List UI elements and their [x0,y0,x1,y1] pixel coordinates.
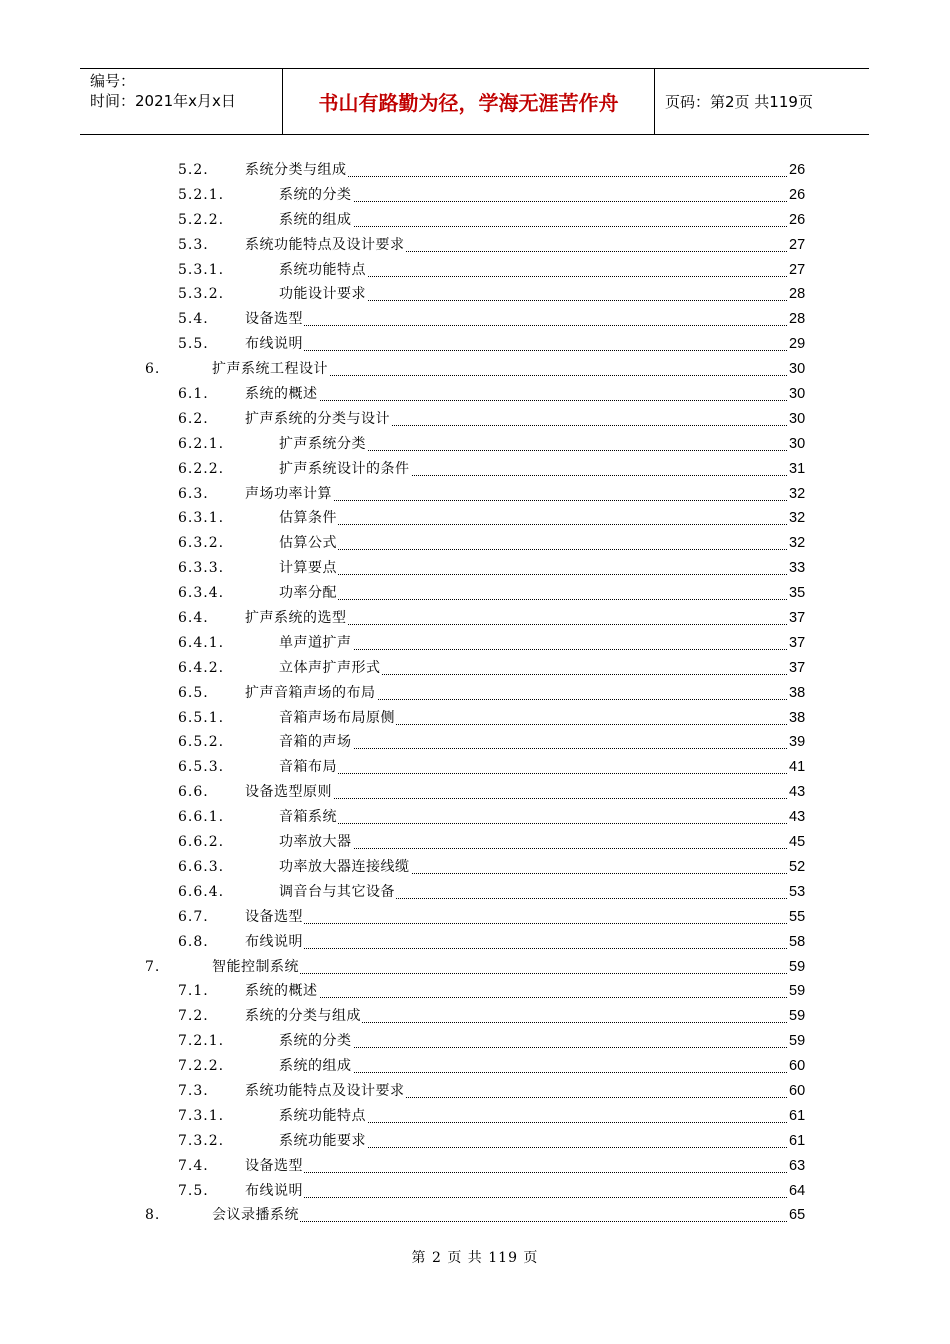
toc-entry-page: 61 [789,1129,807,1154]
toc-entry[interactable] [0,432,950,457]
toc-entry-page: 59 [789,1004,807,1029]
toc-entry-title: 计算要点 [279,556,338,581]
toc-entry-title: 系统的概述 [245,382,319,407]
toc-entry[interactable] [0,208,950,233]
document-code-label: 编号： [90,72,136,90]
toc-entry-title: 声场功率计算 [245,482,333,507]
toc-entry[interactable] [0,631,950,656]
toc-entry-title: 系统分类与组成 [245,158,348,183]
toc-entry-title: 系统功能特点 [279,1104,367,1129]
toc-leader-dots [245,322,787,326]
page-footer: 第 2 页 共 119 页 [411,1250,539,1266]
toc-leader-dots [245,945,787,949]
toc-leader-dots [279,745,787,749]
toc-entry[interactable] [0,979,950,1004]
toc-entry-title: 功率放大器 [279,830,353,855]
toc-entry-page: 59 [789,1029,807,1054]
toc-entry-page: 32 [789,506,807,531]
toc-entry-number: 6.3.2. [178,535,225,552]
toc-entry-title: 扩声系统分类 [279,432,367,457]
toc-entry-number: 7.3.1. [178,1107,225,1124]
toc-entry-number: 5.2.1. [178,186,225,203]
toc-entry[interactable] [0,1054,950,1079]
toc-entry-page: 32 [789,482,807,507]
toc-leader-dots [245,1194,787,1198]
toc-entry-title: 调音台与其它设备 [279,880,396,905]
toc-entry-page: 26 [789,183,807,208]
toc-entry-number: 7.1. [178,983,209,1000]
toc-entry[interactable] [0,656,950,681]
toc-leader-dots [279,1044,787,1048]
page-header [80,68,869,135]
toc-entry-page: 31 [789,457,807,482]
toc-entry-page: 55 [789,905,807,930]
toc-entry-number: 6.6.1. [178,809,225,826]
toc-entry[interactable] [0,1104,950,1129]
toc-entry-page: 30 [789,432,807,457]
toc-entry[interactable] [0,382,950,407]
toc-entry-page: 27 [789,258,807,283]
toc-entry-number: 6.3.4. [178,585,225,602]
toc-entry-number: 6. [145,361,161,378]
toc-entry[interactable] [0,158,950,183]
toc-entry[interactable] [0,332,950,357]
toc-entry[interactable] [0,1079,950,1104]
toc-entry[interactable] [0,780,950,805]
toc-entry-page: 61 [789,1104,807,1129]
toc-entry-number: 6.4. [178,610,209,627]
toc-entry-number: 6.7. [178,908,209,925]
toc-entry-title: 会议录播系统 [212,1203,300,1228]
toc-entry[interactable] [0,357,950,382]
toc-entry-number: 7.4. [178,1157,209,1174]
toc-entry-number: 6.5.1. [178,709,225,726]
toc-entry-title: 系统功能特点 [279,258,367,283]
toc-entry-number: 8. [145,1207,161,1224]
toc-entry-title: 功率放大器连接线缆 [279,855,411,880]
toc-entry[interactable] [0,457,950,482]
header-motto: 书山有路勤为径，学海无涯苦作舟 [283,69,655,134]
toc-entry-number: 6.6.4. [178,883,225,900]
toc-entry-page: 59 [789,955,807,980]
toc-entry-number: 6.6.2. [178,834,225,851]
toc-entry-page: 59 [789,979,807,1004]
toc-entry-page: 41 [789,755,807,780]
toc-leader-dots [245,920,787,924]
toc-leader-dots [279,521,787,525]
toc-entry-title: 单声道扩声 [279,631,353,656]
toc-entry[interactable] [0,855,950,880]
toc-entry-title: 扩声系统的分类与设计 [245,407,391,432]
toc-entry-number: 6.2.1. [178,435,225,452]
toc-entry-number: 7.5. [178,1182,209,1199]
toc-entry-title: 系统的分类 [279,1029,353,1054]
toc-entry-page: 26 [789,158,807,183]
toc-entry[interactable] [0,258,950,283]
toc-entry[interactable] [0,955,950,980]
toc-entry-page: 28 [789,307,807,332]
toc-entry-number: 6.5. [178,684,209,701]
toc-entry-title: 音箱的声场 [279,730,353,755]
toc-entry[interactable] [0,706,950,731]
toc-entry-title: 扩声系统的选型 [245,606,348,631]
toc-leader-dots [279,770,787,774]
toc-entry-number: 6.5.2. [178,734,225,751]
toc-entry-page: 64 [789,1179,807,1204]
table-of-contents [0,158,950,1228]
toc-entry-page: 43 [789,805,807,830]
toc-entry-number: 6.3.1. [178,510,225,527]
toc-entry-title: 系统的概述 [245,979,319,1004]
toc-entry-title: 智能控制系统 [212,955,300,980]
toc-entry-title: 系统功能特点及设计要求 [245,1079,406,1104]
toc-entry-page: 52 [789,855,807,880]
toc-entry-title: 系统功能特点及设计要求 [245,233,406,258]
toc-entry-number: 5.4. [178,311,209,328]
toc-leader-dots [279,1069,787,1073]
toc-entry-number: 5.3.2. [178,286,225,303]
toc-entry-page: 53 [789,880,807,905]
toc-entry-page: 39 [789,730,807,755]
toc-entry-page: 60 [789,1079,807,1104]
toc-entry[interactable] [0,606,950,631]
toc-entry[interactable] [0,805,950,830]
toc-entry[interactable] [0,1203,950,1228]
toc-entry-page: 45 [789,830,807,855]
toc-entry[interactable] [0,930,950,955]
toc-leader-dots [245,994,787,998]
toc-entry-page: 30 [789,357,807,382]
toc-entry-title: 扩声系统设计的条件 [279,457,411,482]
toc-entry-title: 系统功能要求 [279,1129,367,1154]
toc-entry[interactable] [0,681,950,706]
toc-leader-dots [245,1169,787,1173]
toc-entry-page: 33 [789,556,807,581]
toc-entry-title: 估算公式 [279,531,338,556]
toc-entry-page: 38 [789,706,807,731]
toc-entry-title: 布线说明 [245,1179,304,1204]
toc-entry-title: 扩声音箱声场的布局 [245,681,377,706]
toc-entry-page: 30 [789,407,807,432]
toc-entry-page: 38 [789,681,807,706]
toc-entry-number: 7. [145,958,161,975]
toc-entry-number: 5.5. [178,336,209,353]
toc-entry[interactable] [0,1129,950,1154]
toc-entry-page: 58 [789,930,807,955]
toc-leader-dots [279,646,787,650]
toc-entry-number: 6.2.2. [178,460,225,477]
toc-entry[interactable] [0,282,950,307]
toc-entry-page: 26 [789,208,807,233]
toc-entry[interactable] [0,581,950,606]
toc-entry-title: 估算条件 [279,506,338,531]
toc-leader-dots [245,397,787,401]
toc-entry-title: 扩声系统工程设计 [212,357,329,382]
toc-entry-number: 6.8. [178,933,209,950]
toc-entry-page: 28 [789,282,807,307]
toc-entry[interactable] [0,830,950,855]
toc-entry-page: 37 [789,656,807,681]
toc-entry[interactable] [0,183,950,208]
toc-entry-number: 6.2. [178,410,209,427]
toc-entry-number: 6.3. [178,485,209,502]
toc-entry-number: 6.5.3. [178,759,225,776]
toc-entry-title: 设备选型原则 [245,780,333,805]
toc-entry[interactable] [0,531,950,556]
toc-entry-title: 系统的组成 [279,208,353,233]
toc-entry-number: 6.6.3. [178,858,225,875]
toc-entry-number: 7.3. [178,1082,209,1099]
toc-entry[interactable] [0,1179,950,1204]
toc-leader-dots [279,223,787,227]
toc-entry-title: 立体声扩声形式 [279,656,382,681]
toc-entry[interactable] [0,407,950,432]
toc-entry[interactable] [0,1029,950,1054]
toc-entry-number: 6.3.3. [178,560,225,577]
toc-leader-dots [245,347,787,351]
toc-entry-number: 6.4.2. [178,659,225,676]
toc-entry[interactable] [0,880,950,905]
toc-entry-page: 37 [789,606,807,631]
toc-entry-title: 功率分配 [279,581,338,606]
toc-leader-dots [279,820,787,824]
toc-entry-title: 功能设计要求 [279,282,367,307]
toc-entry[interactable] [0,1004,950,1029]
toc-entry-page: 65 [789,1203,807,1228]
toc-entry[interactable] [0,556,950,581]
toc-entry-number: 7.2.2. [178,1058,225,1075]
toc-entry-page: 32 [789,531,807,556]
toc-leader-dots [279,571,787,575]
toc-entry-page: 37 [789,631,807,656]
toc-entry-title: 音箱声场布局原侧 [279,706,396,731]
toc-entry-page: 60 [789,1054,807,1079]
toc-entry-title: 布线说明 [245,930,304,955]
header-page-info: 页码：第2页 共119页 [665,93,813,111]
toc-entry[interactable] [0,506,950,531]
toc-entry-number: 5.2. [178,162,209,178]
toc-entry-number: 5.2.2. [178,211,225,228]
toc-entry-title: 音箱布局 [279,755,338,780]
header-meta [80,69,283,134]
toc-entry-title: 系统的分类 [279,183,353,208]
toc-entry-title: 设备选型 [245,905,304,930]
toc-entry-number: 6.4.1. [178,634,225,651]
toc-leader-dots [279,596,787,600]
toc-entry-page: 63 [789,1154,807,1179]
toc-entry[interactable] [0,233,950,258]
toc-entry-page: 27 [789,233,807,258]
toc-entry-page: 29 [789,332,807,357]
document-time-label: 时间：2021年x月x日 [90,92,236,110]
toc-entry[interactable] [0,755,950,780]
toc-leader-dots [279,845,787,849]
toc-entry-number: 7.2. [178,1008,209,1025]
toc-entry-page: 30 [789,382,807,407]
toc-entry-number: 7.3.2. [178,1132,225,1149]
toc-entry-title: 设备选型 [245,307,304,332]
toc-entry-number: 5.3. [178,236,209,253]
toc-entry-number: 5.3.1. [178,261,225,278]
toc-entry-title: 系统的分类与组成 [245,1004,362,1029]
toc-entry-page: 35 [789,581,807,606]
toc-entry-number: 7.2.1. [178,1033,225,1050]
toc-entry[interactable] [0,307,950,332]
toc-leader-dots [279,546,787,550]
toc-entry-title: 设备选型 [245,1154,304,1179]
toc-entry[interactable] [0,905,950,930]
toc-entry-title: 系统的组成 [279,1054,353,1079]
toc-entry[interactable] [0,730,950,755]
toc-entry[interactable] [0,482,950,507]
toc-entry-number: 6.1. [178,386,209,403]
toc-entry-number: 6.6. [178,784,209,801]
toc-entry-title: 音箱系统 [279,805,338,830]
toc-leader-dots [279,198,787,202]
toc-entry-title: 布线说明 [245,332,304,357]
toc-entry[interactable] [0,1154,950,1179]
toc-entry-page: 43 [789,780,807,805]
